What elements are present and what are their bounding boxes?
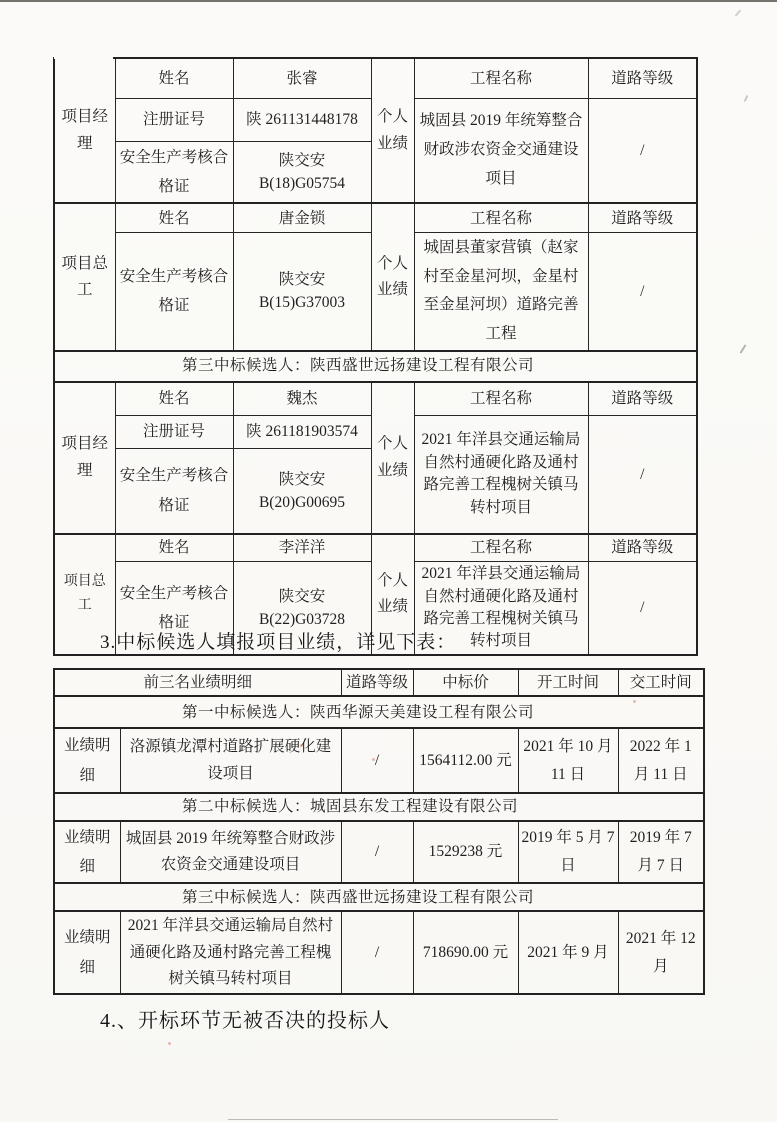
section-heading-4: 4.、开标环节无被否决的投标人 (100, 1010, 390, 1032)
safety-cert-value: 陕交安 B(18)G05754 (233, 141, 371, 203)
start-date-value: 2019 年 5 月 7 日 (518, 821, 618, 884)
project-value: 城固县 2019 年统筹整合财政涉农资金交通建设项目 (414, 98, 588, 203)
safety-cert-label: 安全生产考核合格证 (115, 232, 233, 350)
safety-cert-value: 陕交安 B(22)G03728 (233, 562, 371, 655)
detail-row-label: 业绩明细 (54, 911, 120, 994)
safety-cert-value: 陕交安 B(15)G37003 (233, 232, 371, 350)
detail-row-label: 业绩明细 (54, 728, 120, 793)
first-candidate-banner: 第一中标候选人：陕西华源天美建设工程有限公司 (54, 696, 704, 728)
personal-performance-label: 个人业绩 (371, 58, 414, 203)
name-value: 李洋洋 (233, 534, 371, 562)
third-candidate-banner: 第三中标候选人：陕西盛世远扬建设工程有限公司 (54, 351, 697, 382)
scan-artifact-mark (740, 344, 747, 354)
role-cell: 项目总工 (54, 203, 115, 350)
personal-performance-label: 个人业绩 (371, 534, 414, 655)
reg-no-value: 陕 261131448178 (233, 98, 371, 141)
safety-cert-label: 安全生产考核合格证 (115, 562, 233, 655)
start-date-value: 2021 年 10 月 11 日 (518, 728, 618, 793)
road-grade-header: 道路等级 (341, 669, 413, 696)
scan-artifact-speck (300, 744, 303, 747)
end-date-header: 交工时间 (618, 669, 704, 696)
end-date-value: 2019 年 7 月 7 日 (618, 821, 704, 884)
end-date-value: 2021 年 12 月 (618, 911, 704, 994)
road-grade-header: 道路等级 (588, 534, 697, 562)
start-date-header: 开工时间 (518, 669, 618, 696)
road-grade-value: / (341, 728, 413, 793)
third-candidate-banner: 第三中标候选人：陕西盛世远扬建设工程有限公司 (54, 883, 704, 911)
role-cell: 项目总工 (54, 534, 115, 655)
personal-performance-label: 个人业绩 (371, 382, 414, 534)
project-value: 2021 年洋县交通运输局自然村通硬化路及通村路完善工程槐树关镇马转村项目 (414, 416, 588, 534)
bid-price-value: 1529238 元 (413, 821, 518, 884)
reg-no-label: 注册证号 (115, 98, 233, 141)
detail-row-label: 业绩明细 (54, 821, 120, 884)
scan-artifact-mark (744, 95, 749, 102)
scan-artifact-mark (735, 9, 742, 16)
project-value: 城固县董家营镇（赵家村至金星河坝，金星村至金星河坝）道路完善工程 (414, 232, 588, 350)
end-date-value: 2022 年 1 月 11 日 (618, 728, 704, 793)
bid-price-value: 718690.00 元 (413, 911, 518, 994)
scan-edge-top (0, 0, 777, 2)
bid-price-value: 1564112.00 元 (413, 728, 518, 793)
name-value: 张睿 (233, 58, 371, 98)
project-value: 城固县 2019 年统筹整合财政涉农资金交通建设项目 (120, 821, 341, 884)
name-label: 姓名 (115, 382, 233, 416)
safety-cert-value: 陕交安 B(20)G00695 (233, 449, 371, 534)
scan-edge-bottom (228, 1119, 558, 1120)
safety-cert-label: 安全生产考核合格证 (115, 449, 233, 534)
project-name-header: 工程名称 (414, 203, 588, 232)
name-label: 姓名 (115, 534, 233, 562)
scan-artifact-speck (372, 758, 375, 761)
project-name-header: 工程名称 (414, 382, 588, 416)
section-heading-3: 3.中标候选人填报项目业绩，详见下表： (100, 632, 457, 653)
road-grade-header: 道路等级 (588, 58, 697, 98)
performance-detail-table (53, 668, 705, 995)
road-grade-value: / (588, 562, 697, 655)
bid-price-header: 中标价 (413, 669, 518, 696)
road-grade-value: / (341, 911, 413, 994)
second-candidate-banner: 第二中标候选人：城固县东发工程建设有限公司 (54, 793, 704, 820)
scan-artifact-speck (633, 700, 636, 703)
project-name-header: 工程名称 (414, 58, 588, 98)
page-continuation-gap (54, 55, 113, 59)
reg-no-label: 注册证号 (115, 416, 233, 449)
name-value: 魏杰 (233, 382, 371, 416)
name-label: 姓名 (115, 58, 233, 98)
project-value: 2021 年洋县交通运输局自然村通硬化路及通村路完善工程槐树关镇马转村项目 (414, 562, 588, 655)
name-label: 姓名 (115, 203, 233, 232)
role-cell: 项目经理 (54, 382, 115, 534)
road-grade-value: / (341, 821, 413, 884)
reg-no-value: 陕 261181903574 (233, 416, 371, 449)
detail-header: 前三名业绩明细 (54, 669, 341, 696)
role-cell: 项目经理 (54, 58, 115, 203)
road-grade-value: / (588, 98, 697, 203)
road-grade-header: 道路等级 (588, 203, 697, 232)
road-grade-value: / (588, 232, 697, 350)
start-date-value: 2021 年 9 月 (518, 911, 618, 994)
project-value: 2021 年洋县交通运输局自然村通硬化路及通村路完善工程槐树关镇马转村项目 (120, 911, 341, 994)
name-value: 唐金锁 (233, 203, 371, 232)
project-value: 洛源镇龙潭村道路扩展硬化建设项目 (120, 728, 341, 793)
scan-artifact-speck (168, 1042, 171, 1045)
personal-performance-label: 个人业绩 (371, 203, 414, 350)
personnel-qualification-table (53, 57, 698, 656)
project-name-header: 工程名称 (414, 534, 588, 562)
road-grade-value: / (588, 416, 697, 534)
road-grade-header: 道路等级 (588, 382, 697, 416)
safety-cert-label: 安全生产考核合格证 (115, 141, 233, 203)
